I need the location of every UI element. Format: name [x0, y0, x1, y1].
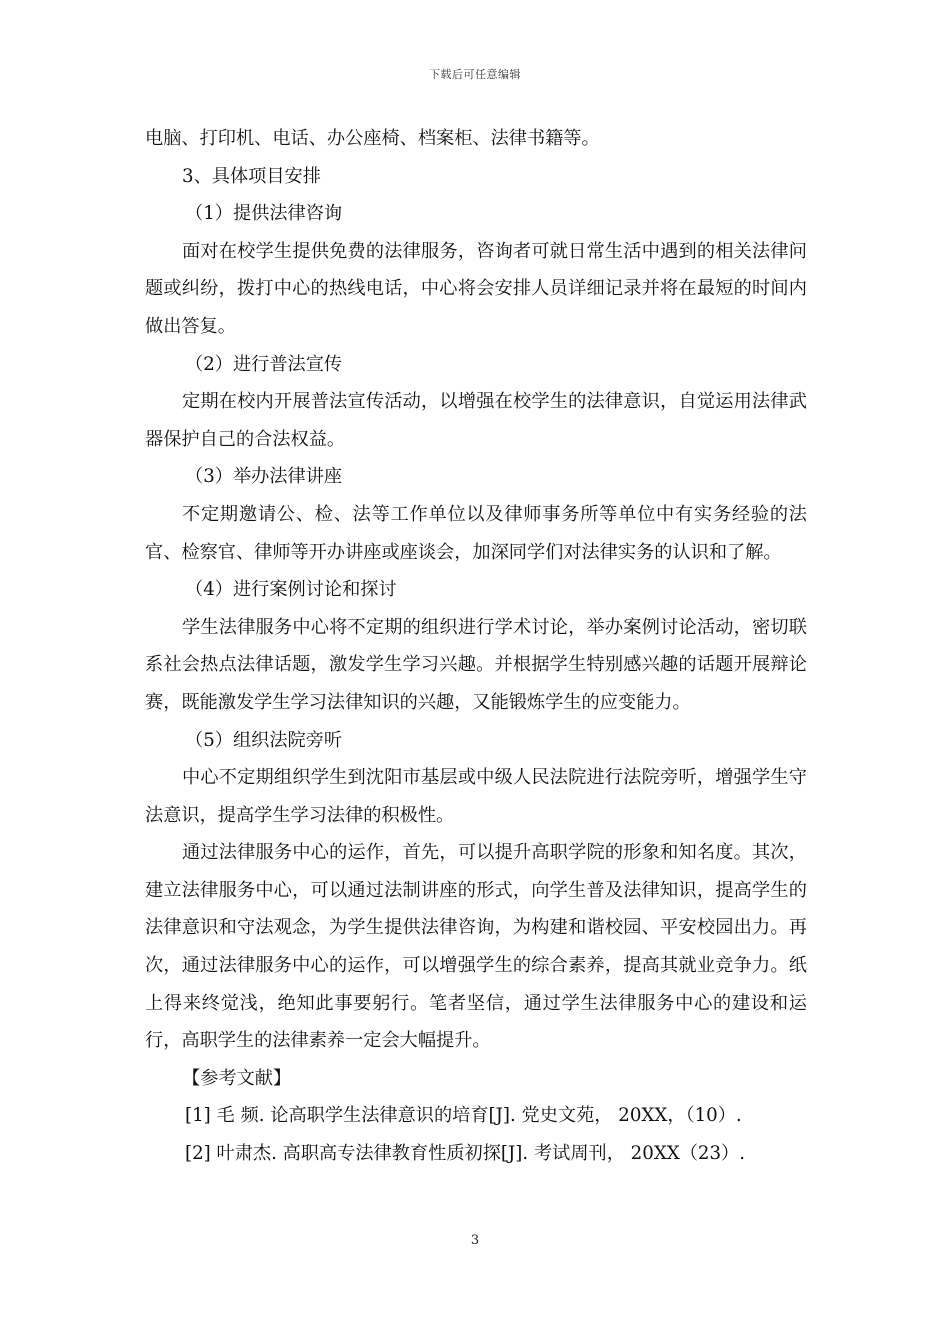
page-header: 下载后可任意编辑 [429, 68, 521, 81]
subheading-legal-lectures: （3）举办法律讲座 [185, 466, 343, 488]
section-heading-project-arrangement: 3、具体项目安排 [182, 165, 321, 187]
paragraph-case-discussion: 学生法律服务中心将不定期的组织进行学术讨论，举办案例讨论活动，密切联系社会热点法律话题，激发学生学习兴趣。并根据学生特别感兴趣的话题开展辩论赛，既能激发学生学习法律知识的兴趣，又能锻炼学生的应变能力。 [145, 616, 807, 713]
paragraph-court-observation: 中心不定期组织学生到沈阳市基层或中级人民法院进行法院旁听，增强学生守法意识，提高学生学习法律的积极性。 [145, 767, 807, 826]
document-body [145, 120, 807, 1173]
subheading-legal-publicity: （2）进行普法宣传 [185, 353, 343, 375]
page-number: 3 [470, 1233, 480, 1248]
subheading-court-observation: （5）组织法院旁听 [185, 729, 343, 751]
paragraph-conclusion: 通过法律服务中心的运作，首先，可以提升高职学院的形象和知名度。其次，建立法律服务中心，可以通过法制讲座的形式，向学生普及法律知识，提高学生的法律意识和守法观念，为学生提供法律咨询，为构建和谐校园、平安校园出力。再次，通过法律服务中心的运作，可以增强学生的综合素养，提高其就业竞争力。纸上得来终觉浅，绝知此事要躬行。笔者坚信，通过学生法律服务中心的建设和运行，高职学生的法律素养一定会大幅提升。 [145, 842, 807, 1052]
references-heading: 【参考文献】 [182, 1067, 292, 1089]
reference-item: [1] 毛 频. 论高职学生法律意识的培育[J]. 党史文苑， 20XX，（10）. [185, 1105, 742, 1127]
subheading-legal-consultation: （1）提供法律咨询 [185, 203, 343, 225]
paragraph-legal-lectures: 不定期邀请公、检、法等工作单位以及律师事务所等单位中有实务经验的法官、检察官、律师等开办讲座或座谈会，加深同学们对法律实务的认识和了解。 [145, 503, 807, 563]
paragraph-legal-consultation: 面对在校学生提供免费的法律服务，咨询者可就日常生活中遇到的相关法律问题或纠纷，拨打中心的热线电话，中心将会安排人员详细记录并将在最短的时间内做出答复。 [145, 240, 807, 337]
paragraph-legal-publicity: 定期在校内开展普法宣传活动，以增强在校学生的法律意识，自觉运用法律武器保护自己的合法权益。 [145, 391, 807, 450]
reference-item: [2] 叶肃杰. 高职高专法律教育性质初探[J]. 考试周刊， 20XX（23）. [185, 1143, 746, 1165]
paragraph-equipment: 电脑、打印机、电话、办公座椅、档案柜、法律书籍等。 [145, 128, 600, 149]
subheading-case-discussion: （4）进行案例讨论和探讨 [185, 579, 397, 601]
